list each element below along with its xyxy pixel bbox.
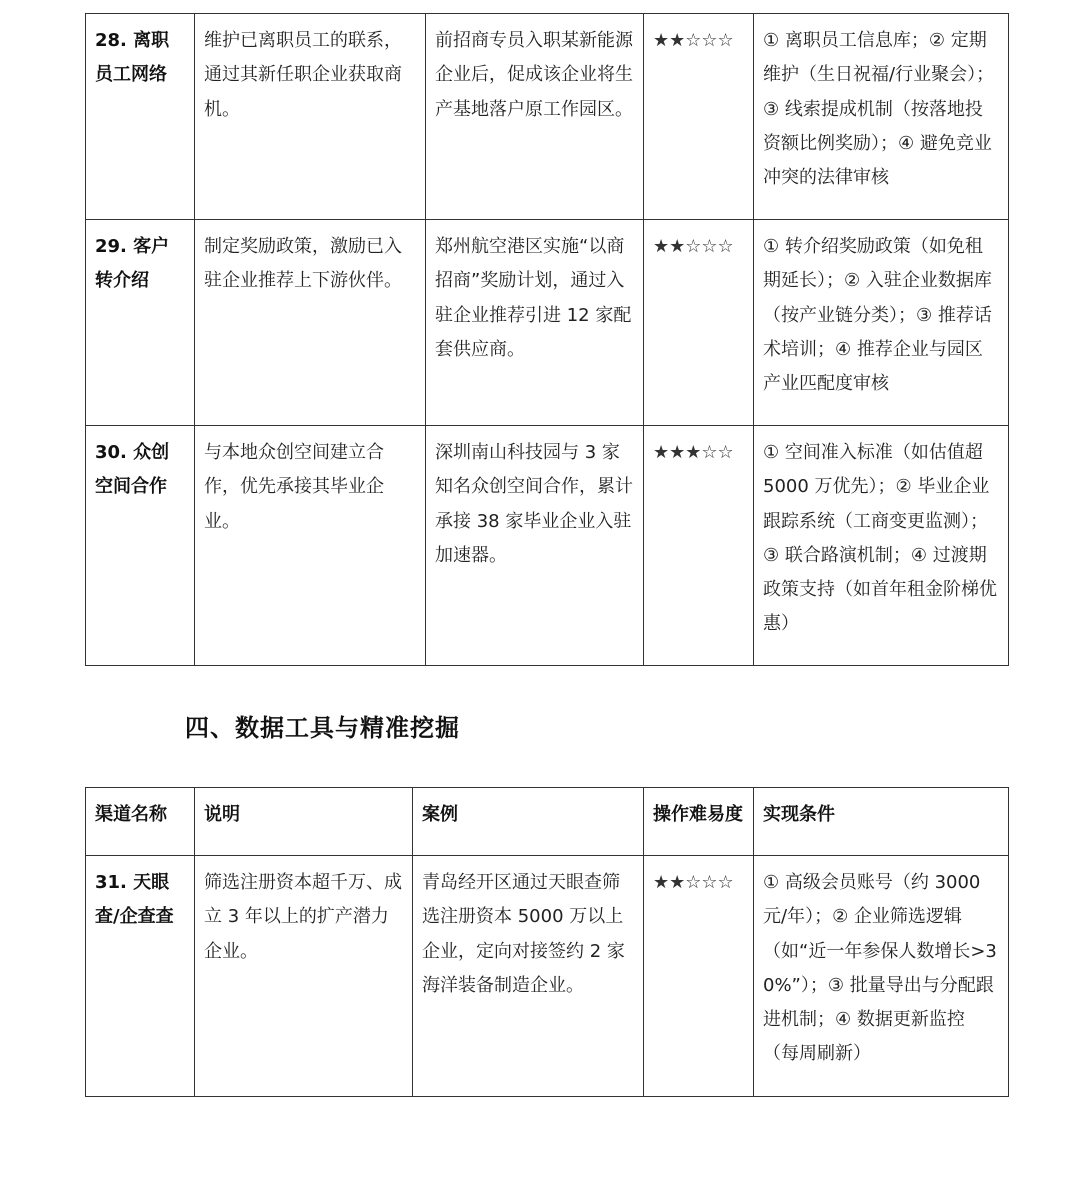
header-difficulty: 操作难易度 — [644, 788, 754, 856]
header-case: 案例 — [413, 788, 644, 856]
case-cell: 郑州航空港区实施“以商招商”奖励计划，通过入驻企业推荐引进 12 家配套供应商。 — [426, 220, 644, 426]
channel-name-cell: 31. 天眼查/企查查 — [86, 856, 195, 1097]
table-row — [86, 426, 1009, 666]
description-cell: 制定奖励政策，激励已入驻企业推荐上下游伙伴。 — [195, 220, 426, 426]
header-conditions: 实现条件 — [754, 788, 1009, 856]
conditions-cell: ① 离职员工信息库；② 定期维护（生日祝福/行业聚会）；③ 线索提成机制（按落地投资额比例奖励）；④ 避免竞业冲突的法律审核 — [754, 14, 1009, 220]
conditions-cell: ① 转介绍奖励政策（如免租期延长）；② 入驻企业数据库（按产业链分类）；③ 推荐话术培训；④ 推荐企业与园区产业匹配度审核 — [754, 220, 1009, 426]
description-cell: 维护已离职员工的联系，通过其新任职企业获取商机。 — [195, 14, 426, 220]
conditions-cell: ① 高级会员账号（约 3000 元/年）；② 企业筛选逻辑（如“近一年参保人数增长>30%”）；③ 批量导出与分配跟进机制；④ 数据更新监控（每周刷新） — [754, 856, 1009, 1097]
difficulty-rating: ★★☆☆☆ — [644, 856, 754, 1097]
table-row — [86, 856, 1009, 1097]
description-cell: 筛选注册资本超千万、成立 3 年以上的扩产潜力企业。 — [195, 856, 413, 1097]
difficulty-rating: ★★☆☆☆ — [644, 14, 754, 220]
section-heading: 四、数据工具与精准挖掘 — [185, 714, 460, 742]
channel-name-cell: 29. 客户转介绍 — [86, 220, 195, 426]
header-channel-name: 渠道名称 — [86, 788, 195, 856]
channel-name-cell: 28. 离职员工网络 — [86, 14, 195, 220]
description-cell: 与本地众创空间建立合作，优先承接其毕业企业。 — [195, 426, 426, 666]
difficulty-rating: ★★★☆☆ — [644, 426, 754, 666]
table-row — [86, 14, 1009, 220]
channels-table-upper — [85, 13, 1009, 666]
header-description: 说明 — [195, 788, 413, 856]
table-header-row — [86, 788, 1009, 856]
channels-table-lower — [85, 787, 1009, 1097]
case-cell: 深圳南山科技园与 3 家知名众创空间合作，累计承接 38 家毕业企业入驻加速器。 — [426, 426, 644, 666]
case-cell: 青岛经开区通过天眼查筛选注册资本 5000 万以上企业，定向对接签约 2 家海洋装备制造企业。 — [413, 856, 644, 1097]
table-row — [86, 220, 1009, 426]
case-cell: 前招商专员入职某新能源企业后，促成该企业将生产基地落户原工作园区。 — [426, 14, 644, 220]
channel-name-cell: 30. 众创空间合作 — [86, 426, 195, 666]
difficulty-rating: ★★☆☆☆ — [644, 220, 754, 426]
conditions-cell: ① 空间准入标准（如估值超 5000 万优先）；② 毕业企业跟踪系统（工商变更监测）；③ 联合路演机制；④ 过渡期政策支持（如首年租金阶梯优惠） — [754, 426, 1009, 666]
